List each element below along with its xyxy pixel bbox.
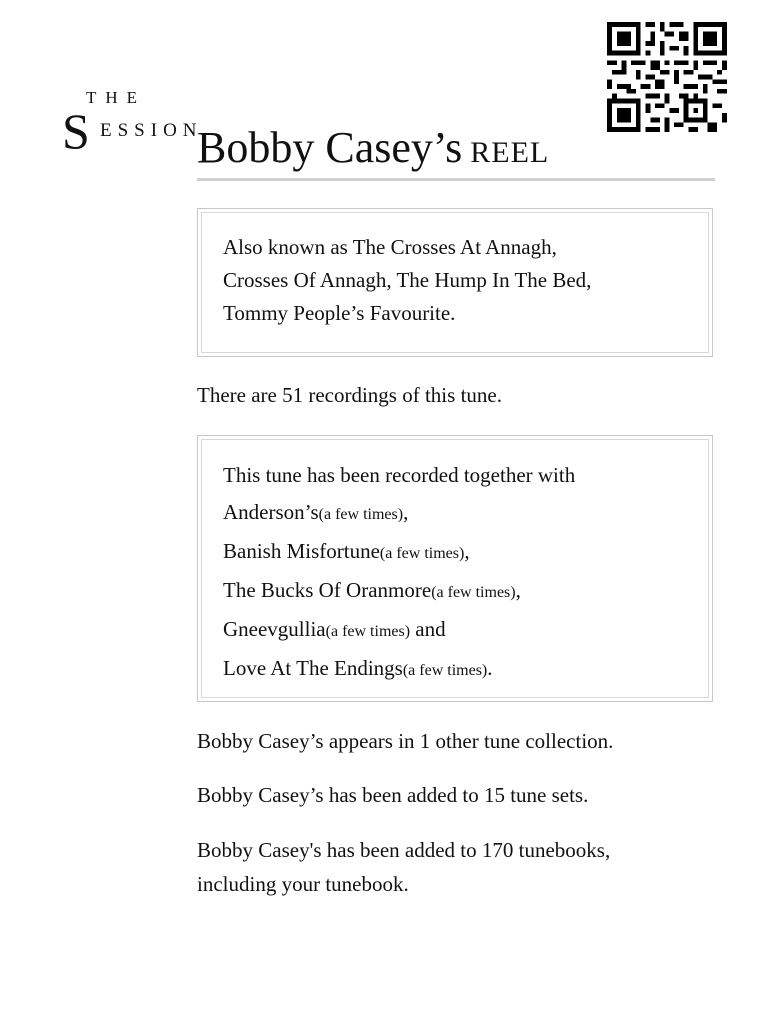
tune-link[interactable]: Love At The Endings xyxy=(223,656,403,680)
tune-type: REEL xyxy=(470,136,550,169)
frequency-label: (a few times) xyxy=(325,623,411,640)
tune-link[interactable]: The Bucks Of Oranmore xyxy=(223,578,432,602)
aliases-line-2: Crosses Of Annagh, The Hump In The Bed, xyxy=(223,268,592,292)
frequency-label: (a few times) xyxy=(431,584,516,601)
separator: and xyxy=(410,617,446,641)
tune-name: Bobby Casey’s xyxy=(197,123,463,172)
qr-code-icon xyxy=(606,22,728,132)
aliases-line-1: Also known as The Crosses At Annagh, xyxy=(223,235,557,259)
frequency-label: (a few times) xyxy=(379,545,465,562)
tune-link[interactable]: Anderson’s xyxy=(223,500,319,524)
aliases-box xyxy=(197,208,713,357)
recorded-with-item xyxy=(223,533,692,572)
tunebooks-line-1[interactable]: Bobby Casey's has been added to 170 tunebooks, xyxy=(197,838,611,862)
tune-sets-count[interactable]: Bobby Casey’s has been added to 15 tune sets. xyxy=(197,783,589,807)
aliases-line-3: Tommy People’s Favourite. xyxy=(223,301,456,325)
logo-s: S xyxy=(62,103,90,159)
aliases-text xyxy=(223,231,692,330)
logo-ession: ESSION xyxy=(100,120,203,141)
tunebooks-count xyxy=(197,833,717,901)
separator: , xyxy=(464,539,470,563)
tune-title xyxy=(197,122,715,181)
separator: . xyxy=(487,656,493,680)
tune-link[interactable]: Banish Misfortune xyxy=(223,539,380,563)
recorded-with-item xyxy=(223,494,692,533)
recorded-with-text xyxy=(223,457,692,689)
tunebooks-line-2: including your tunebook. xyxy=(197,872,409,896)
collections-count[interactable]: Bobby Casey’s appears in 1 other tune collection. xyxy=(197,729,614,753)
recorded-with-item xyxy=(223,572,692,611)
logo-the: THE xyxy=(86,88,147,107)
recorded-with-item xyxy=(223,611,692,650)
recordings-count[interactable]: There are 51 recordings of this tune. xyxy=(197,383,502,407)
recorded-with-box xyxy=(197,435,713,702)
separator: , xyxy=(403,500,409,524)
frequency-label: (a few times) xyxy=(402,662,488,679)
separator: , xyxy=(515,578,521,602)
recorded-with-item xyxy=(223,650,692,689)
site-logo[interactable] xyxy=(62,88,212,158)
recorded-with-intro: This tune has been recorded together with xyxy=(223,463,576,487)
frequency-label: (a few times) xyxy=(318,506,404,523)
tune-link[interactable]: Gneevgullia xyxy=(223,617,326,641)
